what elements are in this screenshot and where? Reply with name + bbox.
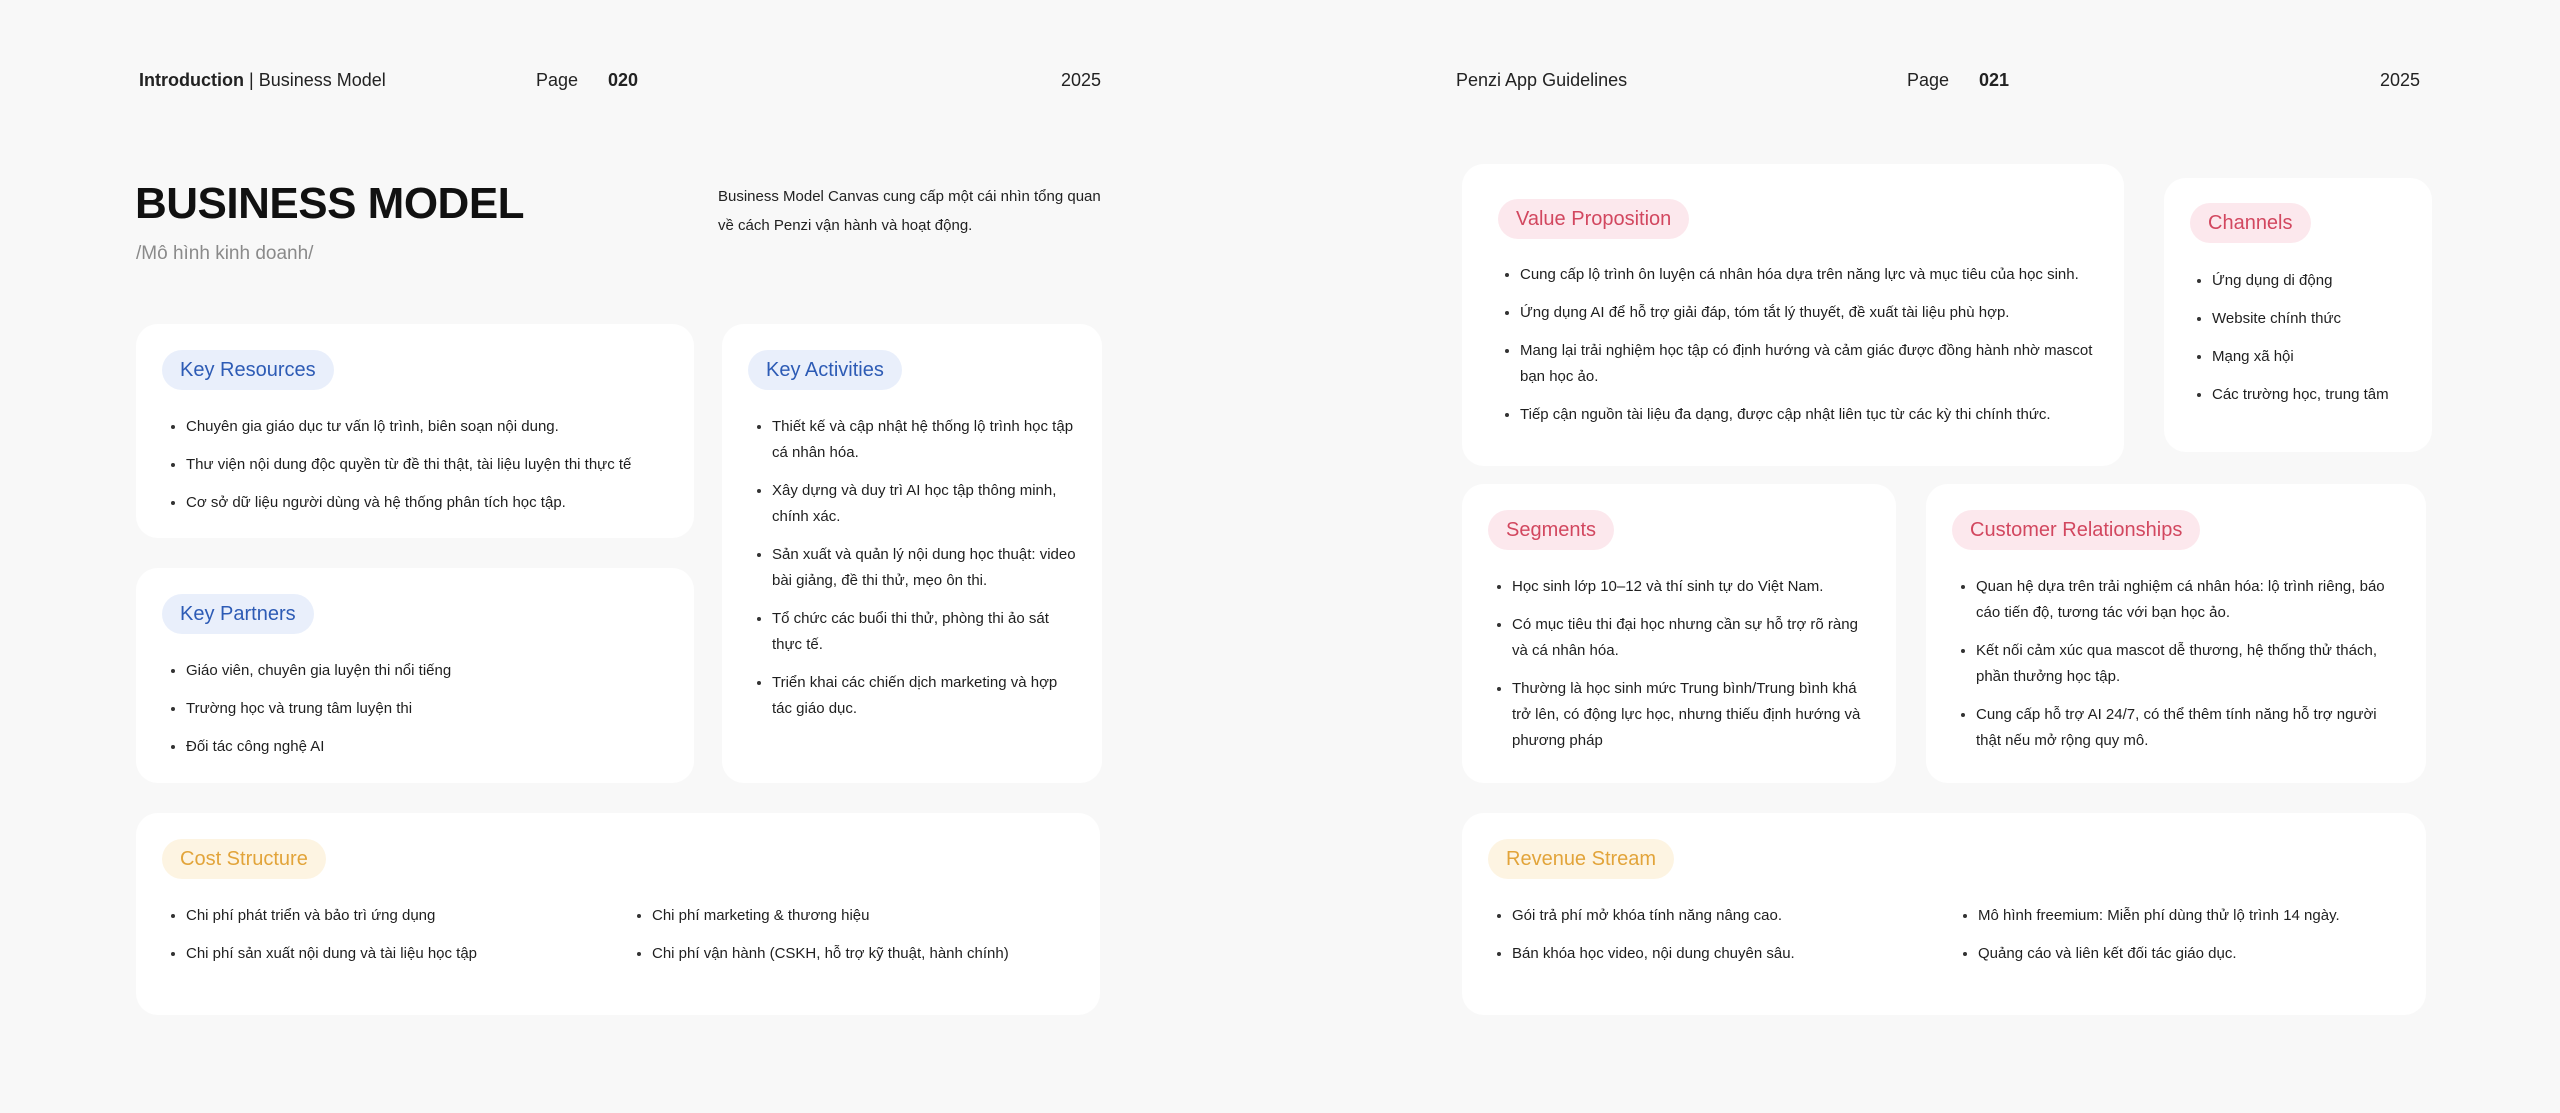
list-item: Đối tác công nghệ AI [170,734,680,760]
segments-card [1462,484,1896,783]
page-subtitle: /Mô hình kinh doanh/ [136,243,314,264]
header-section-title: Introduction [139,70,244,90]
key-resources-card [136,324,694,538]
intro-line-1: Business Model Canvas cung cấp một cái nhìn tổng quan [718,188,1101,205]
key-partners-list [170,658,680,772]
list-item: Có mục tiêu thi đại học nhưng cần sự hỗ trợ rõ ràng và cá nhân hóa. [1496,612,1876,664]
list-item: Thiết kế và cập nhật hệ thống lộ trình học tập cá nhân hóa. [756,414,1076,466]
list-item: Mang lại trải nghiệm học tập có định hướng và cảm giác được đồng hành nhờ mascot bạn học ảo. [1504,338,2104,390]
list-item: Cơ sở dữ liệu người dùng và hệ thống phân tích học tập. [170,490,680,516]
key-partners-card [136,568,694,783]
header-section [139,68,386,92]
customer-relationships-card [1926,484,2426,783]
header-separator: | [249,70,254,90]
list-item: Gói trả phí mở khóa tính năng nâng cao. [1496,903,1936,929]
customer-relationships-tag: Customer Relationships [1952,510,2200,550]
list-item: Học sinh lớp 10–12 và thí sinh tự do Việt Nam. [1496,574,1876,600]
list-item: Thường là học sinh mức Trung bình/Trung bình khá trở lên, có động lực học, nhưng thiếu định hướng và phương pháp [1496,676,1876,754]
intro-line-2: về cách Penzi vận hành và hoạt động. [718,217,973,234]
revenue-stream-list-1 [1496,903,1936,979]
key-activities-card [722,324,1102,783]
list-item: Triển khai các chiến dịch marketing và hợp tác giáo dục. [756,670,1076,722]
value-proposition-tag: Value Proposition [1498,199,1689,239]
segments-tag: Segments [1488,510,1614,550]
list-item: Giáo viên, chuyên gia luyện thi nổi tiếng [170,658,680,684]
intro-text [718,182,1138,240]
key-activities-list [756,414,1076,734]
value-proposition-list [1504,262,2104,440]
key-resources-list [170,414,680,528]
key-activities-tag: Key Activities [748,350,902,390]
header-page-number-left: 020 [608,70,639,90]
channels-tag: Channels [2190,203,2311,243]
value-proposition-card [1462,164,2124,466]
key-partners-tag: Key Partners [162,594,314,634]
header-guide-title: Penzi App Guidelines [1456,70,1628,90]
list-item: Bán khóa học video, nội dung chuyên sâu. [1496,941,1936,967]
cost-structure-tag: Cost Structure [162,839,326,879]
channels-card [2164,178,2432,452]
list-item: Website chính thức [2196,306,2426,332]
list-item: Các trường học, trung tâm [2196,382,2426,408]
customer-relationships-list [1960,574,2400,766]
header-page-label-left: Page [536,70,579,90]
segments-list [1496,574,1876,766]
key-resources-tag: Key Resources [162,350,334,390]
list-item: Quảng cáo và liên kết đối tác giáo dục. [1962,941,2402,967]
header-subsection: Business Model [258,70,386,90]
page-title: BUSINESS MODEL [135,179,525,228]
cost-structure-list-1 [170,903,610,979]
list-item: Chi phí marketing & thương hiệu [636,903,1076,929]
header-page-label-right: Page [1907,70,1950,90]
list-item: Ứng dụng AI để hỗ trợ giải đáp, tóm tắt lý thuyết, đề xuất tài liệu phù hợp. [1504,300,2104,326]
list-item: Ứng dụng di động [2196,268,2426,294]
list-item: Kết nối cảm xúc qua mascot dễ thương, hệ thống thử thách, phần thưởng học tập. [1960,638,2400,690]
channels-list [2196,268,2426,420]
list-item: Tổ chức các buổi thi thử, phòng thi ảo sát thực tế. [756,606,1076,658]
list-item: Thư viện nội dung độc quyền từ đề thi thật, tài liệu luyện thi thực tế [170,452,680,478]
list-item: Cung cấp lộ trình ôn luyện cá nhân hóa dựa trên năng lực và mục tiêu của học sinh. [1504,262,2104,288]
header-year-left: 2025 [1061,70,1102,90]
header-page-number-right: 021 [1979,70,2010,90]
list-item: Xây dựng và duy trì AI học tập thông minh, chính xác. [756,478,1076,530]
list-item: Sản xuất và quản lý nội dung học thuật: video bài giảng, đề thi thử, mẹo ôn thi. [756,542,1076,594]
list-item: Trường học và trung tâm luyện thi [170,696,680,722]
header-year-right: 2025 [2380,70,2421,90]
revenue-stream-tag: Revenue Stream [1488,839,1674,879]
list-item: Quan hệ dựa trên trải nghiệm cá nhân hóa: lộ trình riêng, báo cáo tiến độ, tương tác với bạn học ảo. [1960,574,2400,626]
list-item: Chi phí vận hành (CSKH, hỗ trợ kỹ thuật, hành chính) [636,941,1076,967]
list-item: Cung cấp hỗ trợ AI 24/7, có thể thêm tính năng hỗ trợ người thật nếu mở rộng quy mô. [1960,702,2400,754]
list-item: Tiếp cận nguồn tài liệu đa dạng, được cập nhật liên tục từ các kỳ thi chính thức. [1504,402,2104,428]
cost-structure-list-2 [636,903,1076,979]
list-item: Chuyên gia giáo dục tư vấn lộ trình, biên soạn nội dung. [170,414,680,440]
list-item: Chi phí sản xuất nội dung và tài liệu học tập [170,941,610,967]
revenue-stream-list-2 [1962,903,2402,979]
list-item: Mô hình freemium: Miễn phí dùng thử lộ trình 14 ngày. [1962,903,2402,929]
list-item: Chi phí phát triển và bảo trì ứng dụng [170,903,610,929]
revenue-stream-card [1462,813,2426,1015]
cost-structure-card [136,813,1100,1015]
list-item: Mạng xã hội [2196,344,2426,370]
